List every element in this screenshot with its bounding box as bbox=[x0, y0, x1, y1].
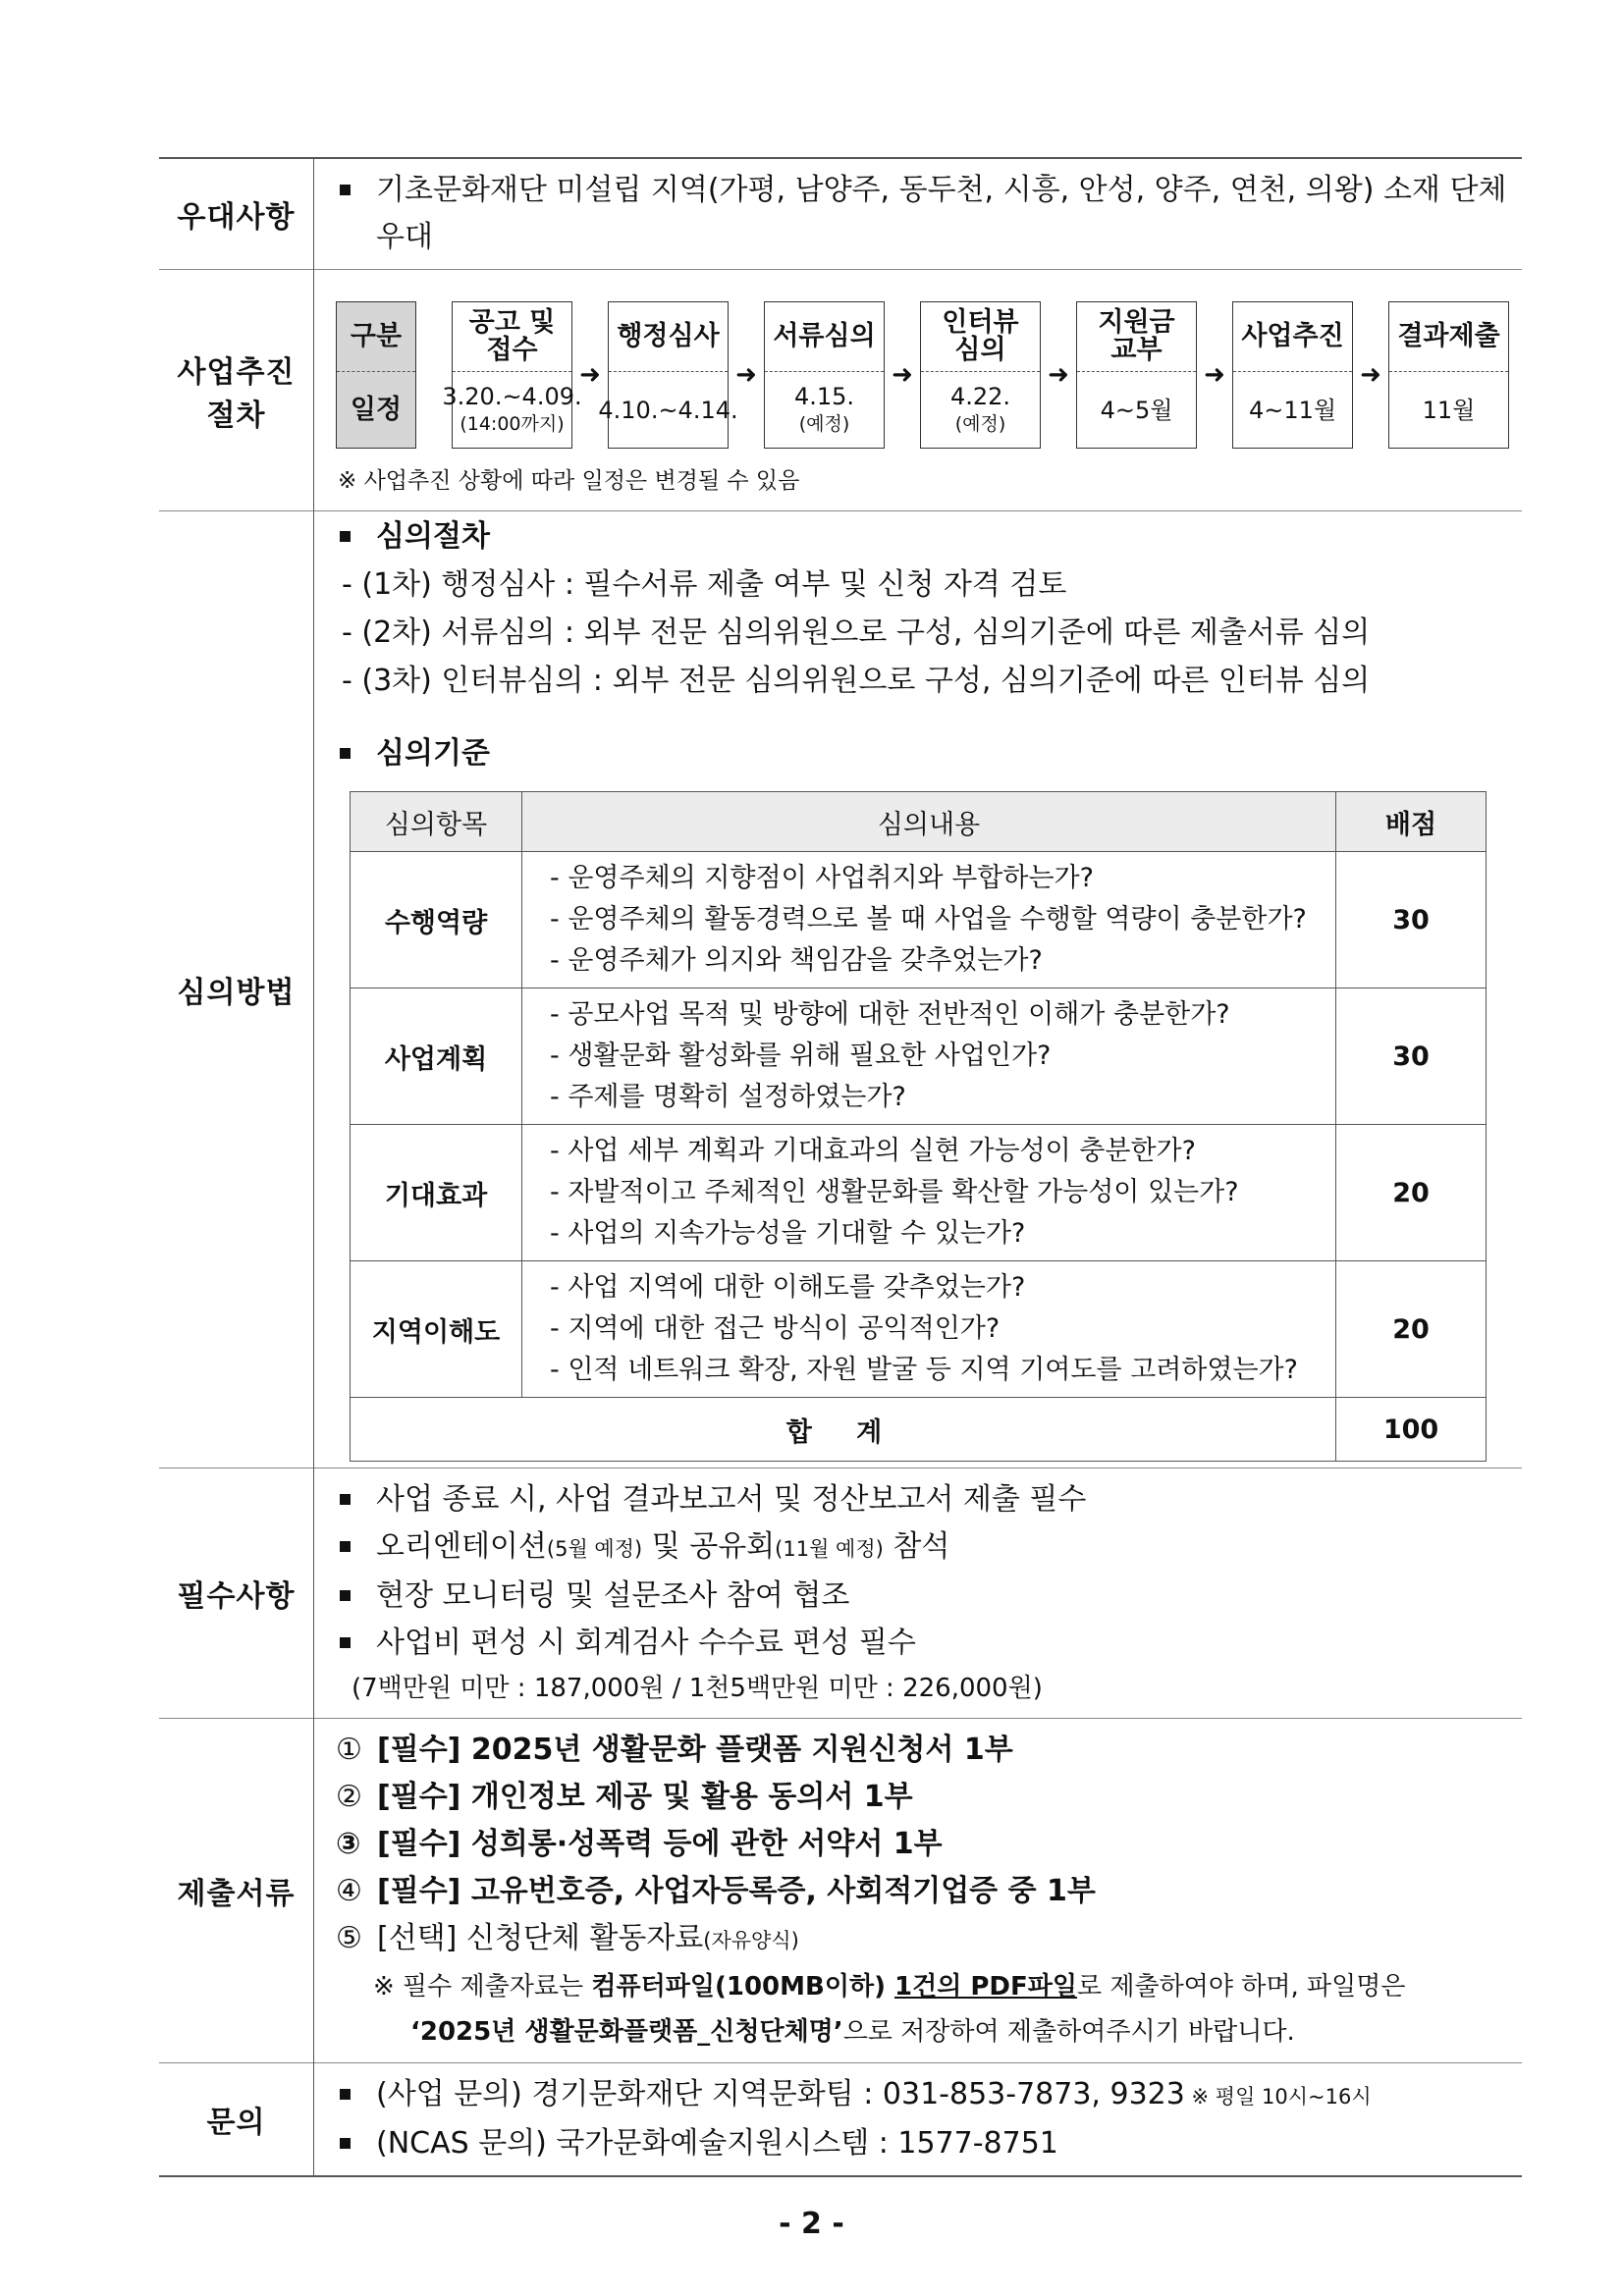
step-title: 지원금 bbox=[1098, 307, 1175, 338]
label-documents: 제출서류 bbox=[159, 1719, 314, 2063]
row-required bbox=[159, 1468, 1522, 1719]
label-review: 심의방법 bbox=[159, 511, 314, 1468]
flow-step bbox=[764, 301, 885, 449]
document-item bbox=[336, 1915, 1522, 1964]
contact-body bbox=[314, 2063, 1523, 2177]
step-date: 4~5월 bbox=[1100, 396, 1173, 424]
flow-arrow-icon: ➜ bbox=[1204, 360, 1225, 390]
document-sub: (자유양식) bbox=[703, 1929, 799, 1952]
row-contact bbox=[159, 2063, 1522, 2177]
square-bullet-icon bbox=[340, 2089, 351, 2100]
documents-note-line2 bbox=[336, 2009, 1522, 2055]
step-date: 4.10.~4.14. bbox=[598, 396, 738, 424]
procedure-note: ※ 사업추진 상황에 따라 일정은 변경될 수 있음 bbox=[338, 468, 800, 494]
documents-note-f: 으로 저장하여 제출하여주시기 바랍니다. bbox=[842, 2017, 1295, 2047]
criteria-total-score: 100 bbox=[1336, 1398, 1487, 1462]
criteria-line: - 운영주체가 의지와 책임감을 갖추었는가? bbox=[550, 945, 1043, 976]
document-text: [필수] 개인정보 제공 및 활용 동의서 1부 bbox=[377, 1780, 913, 1814]
step-title: 서류심의 bbox=[773, 321, 876, 351]
main-table bbox=[159, 157, 1522, 2177]
label-procedure-line1: 사업추진 bbox=[177, 354, 296, 390]
criteria-score: 30 bbox=[1336, 852, 1487, 988]
preferential-body bbox=[314, 158, 1523, 270]
document-num: ④ bbox=[336, 1874, 362, 1908]
step-date: 3.20.~4.09. bbox=[442, 382, 582, 410]
required-item: 사업비 편성 시 회계검사 수수료 편성 필수 bbox=[376, 1626, 916, 1660]
criteria-line: - 주제를 명확히 설정하였는가? bbox=[550, 1082, 906, 1112]
flow-step bbox=[920, 301, 1041, 449]
contact-line1-sub: ※ 평일 10시~16시 bbox=[1184, 2085, 1372, 2109]
criteria-content bbox=[522, 988, 1336, 1125]
preferential-text: 기초문화재단 미설립 지역(가평, 남양주, 동두천, 시흥, 안성, 양주, 연천, 의왕) 소재 단체 우대 bbox=[376, 173, 1507, 254]
document-num: ③ bbox=[336, 1827, 361, 1861]
row-preferential bbox=[159, 158, 1522, 270]
documents-note bbox=[336, 1964, 1522, 2009]
documents-body bbox=[314, 1719, 1523, 2063]
step-title: 결과제출 bbox=[1397, 321, 1500, 351]
criteria-line: - 인적 네트워크 확장, 자원 발굴 등 지역 기여도를 고려하였는가? bbox=[550, 1355, 1298, 1385]
criteria-header: 심의항목 bbox=[351, 792, 522, 852]
required-item2-a: 오리엔테이션 bbox=[376, 1529, 547, 1564]
square-bullet-icon bbox=[340, 1590, 351, 1601]
criteria-row bbox=[351, 1125, 1487, 1261]
flow-step bbox=[1076, 301, 1197, 449]
step-title: 행정심사 bbox=[617, 321, 720, 351]
document-num: ① bbox=[336, 1733, 362, 1767]
documents-note-a: ※ 필수 제출자료는 bbox=[373, 1972, 592, 2002]
page-number: - 2 - bbox=[779, 2207, 844, 2241]
flow-arrow-icon: ➜ bbox=[1360, 360, 1381, 390]
criteria-score: 20 bbox=[1336, 1125, 1487, 1261]
square-bullet-icon bbox=[340, 531, 351, 542]
step-title: 공고 및 bbox=[468, 307, 556, 338]
label-required: 필수사항 bbox=[159, 1468, 314, 1719]
required-body bbox=[314, 1468, 1523, 1719]
step-sub: (예정) bbox=[954, 412, 1006, 435]
step-date: 4.15. bbox=[793, 382, 855, 410]
step-sub: (예정) bbox=[798, 412, 850, 435]
criteria-line: - 운영주체의 지향점이 사업취지와 부합하는가? bbox=[550, 863, 1094, 893]
criteria-item: 지역이해도 bbox=[351, 1261, 522, 1398]
square-bullet-icon bbox=[340, 2138, 351, 2149]
criteria-line: - 사업의 지속가능성을 기대할 수 있는가? bbox=[550, 1218, 1026, 1249]
criteria-item: 사업계획 bbox=[351, 988, 522, 1125]
flow-header-top: 구분 bbox=[337, 302, 415, 372]
required-item: 현장 모니터링 및 설문조사 참여 협조 bbox=[376, 1578, 850, 1613]
flow-header-bottom: 일정 bbox=[350, 394, 403, 425]
required-item2-d: (11월 예정) bbox=[775, 1537, 884, 1561]
criteria-header-row bbox=[351, 792, 1487, 852]
criteria-line: - 생활문화 활성화를 위해 필요한 사업인가? bbox=[550, 1041, 1052, 1071]
row-review bbox=[159, 511, 1522, 1468]
criteria-row bbox=[351, 988, 1487, 1125]
documents-note-c: 1건의 PDF파일 bbox=[894, 1972, 1078, 2002]
step-date: 11월 bbox=[1422, 396, 1476, 424]
criteria-item: 수행역량 bbox=[351, 852, 522, 988]
criteria-header: 심의내용 bbox=[522, 792, 1336, 852]
criteria-line: - 운영주체의 활동경력으로 볼 때 사업을 수행할 역량이 충분한가? bbox=[550, 904, 1307, 934]
review-process-title: 심의절차 bbox=[376, 519, 490, 554]
document-item bbox=[336, 1774, 1522, 1821]
criteria-content bbox=[522, 1261, 1336, 1398]
criteria-line: - 지역에 대한 접근 방식이 공익적인가? bbox=[550, 1313, 1001, 1344]
step-date: 4.22. bbox=[949, 382, 1011, 410]
review-criteria-title: 심의기준 bbox=[376, 736, 490, 771]
label-preferential: 우대사항 bbox=[159, 158, 314, 270]
criteria-row bbox=[351, 852, 1487, 988]
criteria-content bbox=[522, 852, 1336, 988]
criteria-line: - 사업 지역에 대한 이해도를 갖추었는가? bbox=[550, 1272, 1026, 1303]
criteria-item: 기대효과 bbox=[351, 1125, 522, 1261]
required-item2-c: 및 공유회 bbox=[642, 1529, 776, 1564]
step-title: 교부 bbox=[1110, 335, 1163, 365]
required-item2-b: (5월 예정) bbox=[546, 1537, 643, 1561]
required-item2-e: 참석 bbox=[883, 1529, 950, 1564]
label-procedure-line2: 절차 bbox=[206, 398, 266, 433]
documents-note-d: 로 제출하여야 하며, 파일명은 bbox=[1077, 1972, 1406, 2002]
required-item4-note: (7백만원 미만 : 187,000원 / 1천5백만원 미만 : 226,000원) bbox=[352, 1674, 1043, 1703]
step-sub: (14:00까지) bbox=[460, 412, 565, 435]
document-num: ② bbox=[336, 1780, 362, 1814]
square-bullet-icon bbox=[340, 1541, 351, 1552]
review-process-item: - (3차) 인터뷰심의 : 외부 전문 심의위원으로 구성, 심의기준에 따른 인터뷰 심의 bbox=[342, 664, 1371, 698]
required-item: 사업 종료 시, 사업 결과보고서 및 정산보고서 제출 필수 bbox=[376, 1482, 1087, 1517]
documents-note-b: 컴퓨터파일(100MB이하) bbox=[591, 1972, 894, 2002]
document-item bbox=[336, 1821, 1522, 1868]
review-body bbox=[314, 511, 1523, 1468]
document-text: [필수] 성희롱·성폭력 등에 관한 서약서 1부 bbox=[377, 1827, 943, 1861]
criteria-score: 20 bbox=[1336, 1261, 1487, 1398]
review-process-item: - (2차) 서류심의 : 외부 전문 심의위원으로 구성, 심의기준에 따른 제출서류 심의 bbox=[342, 615, 1371, 650]
label-contact: 문의 bbox=[159, 2063, 314, 2177]
step-title: 접수 bbox=[486, 335, 538, 365]
review-process-item: - (1차) 행정심사 : 필수서류 제출 여부 및 신청 자격 검토 bbox=[342, 567, 1067, 602]
flow-arrow-icon: ➜ bbox=[1048, 360, 1069, 390]
flow-step bbox=[598, 301, 738, 449]
contact-line1: (사업 문의) 경기문화재단 지역문화팀 : 031-853-7873, 9323 bbox=[376, 2077, 1185, 2111]
step-title: 사업추진 bbox=[1241, 321, 1344, 351]
criteria-total-row bbox=[351, 1398, 1487, 1462]
criteria-content bbox=[522, 1125, 1336, 1261]
step-date: 4~11월 bbox=[1248, 396, 1337, 424]
flow-header-box bbox=[336, 301, 416, 449]
step-title: 심의 bbox=[954, 335, 1006, 365]
document-text: [필수] 고유번호증, 사업자등록증, 사회적기업증 중 1부 bbox=[377, 1874, 1096, 1908]
row-documents bbox=[159, 1719, 1522, 2063]
document-num: ⑤ bbox=[336, 1921, 362, 1955]
criteria-total-label: 합 계 bbox=[351, 1398, 1336, 1462]
criteria-line: - 공모사업 목적 및 방향에 대한 전반적인 이해가 충분한가? bbox=[550, 999, 1230, 1030]
document-sheet bbox=[159, 157, 1522, 2177]
step-title: 인터뷰 bbox=[942, 307, 1019, 338]
square-bullet-icon bbox=[340, 1494, 351, 1505]
flow-step bbox=[1388, 301, 1509, 449]
document-item bbox=[336, 1727, 1522, 1774]
criteria-line: - 사업 세부 계획과 기대효과의 실현 가능성이 충분한가? bbox=[550, 1136, 1196, 1166]
contact-line2: (NCAS 문의) 국가문화예술지원시스템 : 1577-8751 bbox=[376, 2126, 1058, 2161]
documents-note-e: ‘2025년 생활문화플랫폼_신청단체명’ bbox=[410, 2017, 843, 2047]
row-procedure bbox=[159, 270, 1522, 511]
required-item bbox=[376, 1523, 949, 1573]
square-bullet-icon bbox=[340, 185, 351, 195]
square-bullet-icon bbox=[340, 1637, 351, 1648]
document-item bbox=[336, 1868, 1522, 1915]
flow-arrow-icon: ➜ bbox=[579, 360, 601, 390]
flow-step bbox=[1232, 301, 1353, 449]
criteria-line: - 자발적이고 주체적인 생활문화를 확산할 가능성이 있는가? bbox=[550, 1177, 1239, 1207]
document-text: [선택] 신청단체 활동자료 bbox=[377, 1921, 704, 1955]
criteria-row bbox=[351, 1261, 1487, 1398]
square-bullet-icon bbox=[340, 748, 351, 759]
label-procedure bbox=[159, 270, 314, 511]
flow-arrow-icon: ➜ bbox=[735, 360, 757, 390]
procedure-body bbox=[314, 270, 1523, 511]
document-text: [필수] 2025년 생활문화 플랫폼 지원신청서 1부 bbox=[377, 1733, 1013, 1767]
process-flow bbox=[336, 301, 1522, 449]
criteria-table bbox=[350, 791, 1487, 1462]
flow-step bbox=[442, 301, 582, 449]
flow-arrow-icon: ➜ bbox=[892, 360, 913, 390]
criteria-header: 배점 bbox=[1336, 792, 1487, 852]
criteria-score: 30 bbox=[1336, 988, 1487, 1125]
